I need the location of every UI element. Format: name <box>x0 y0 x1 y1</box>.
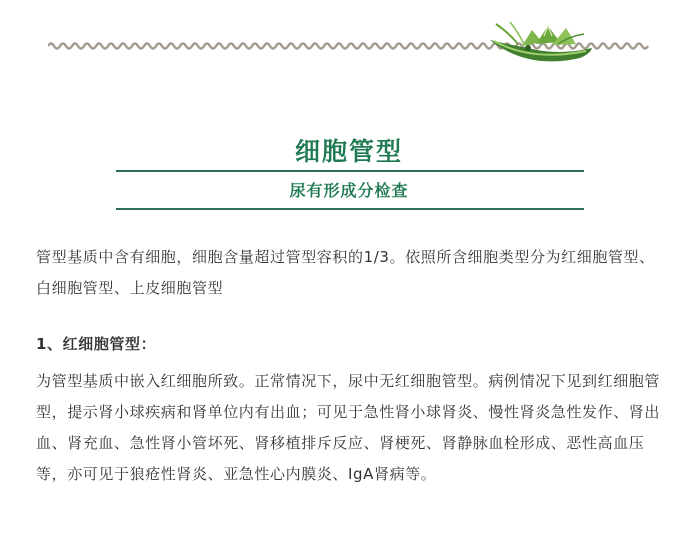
page-subtitle: 尿有形成分检查 <box>289 181 409 200</box>
page-title: 细胞管型 <box>294 137 403 166</box>
zongzi-leaf-icon <box>488 18 598 66</box>
title-rule-bottom <box>116 208 584 210</box>
title-rule-top <box>116 170 584 172</box>
section-body-red-cell-cast: 为管型基质中嵌入红细胞所致。正常情况下，尿中无红细胞管型。病例情况下见到红细胞管型，提示肾小球疾病和肾单位内有出血；可见于急性肾小球肾炎、慢性肾炎急性发作、肾出血、肾充血、急性肾小管坏死、肾移植排斥反应、肾梗死、肾静脉血栓形成、恶性高血压等，亦可见于狼疮性肾炎、亚急性心内膜炎、IgA肾病等。 <box>36 372 661 483</box>
section-heading-red-cell-cast: 1、红细胞管型： <box>36 335 157 353</box>
intro-paragraph: 管型基质中含有细胞，细胞含量超过管型容积的1/3。依照所含细胞类型分为红细胞管型、白细胞管型、上皮细胞管型 <box>36 248 655 297</box>
